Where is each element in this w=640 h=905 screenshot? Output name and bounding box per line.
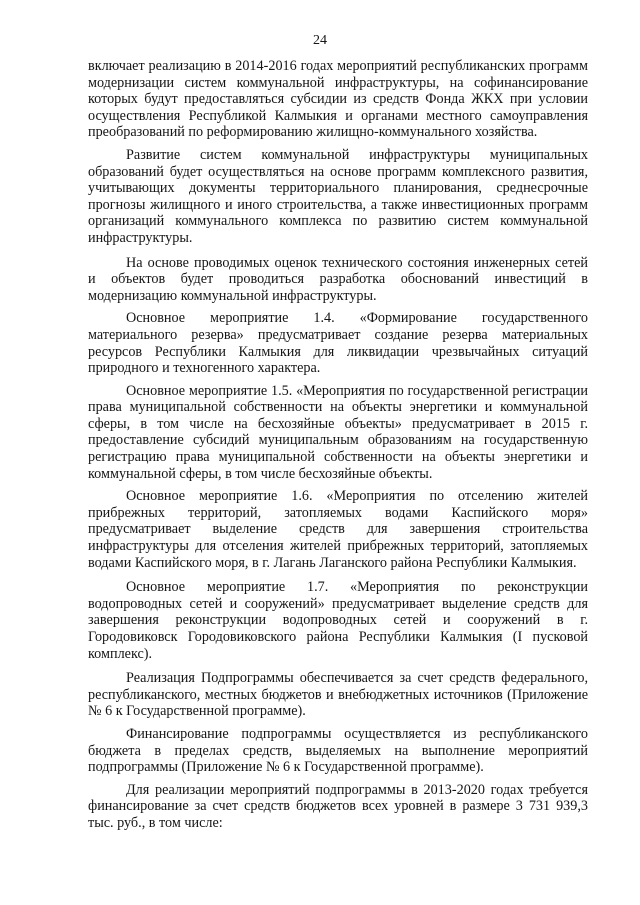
paragraph: Финансирование подпрограммы осуществляется из республиканского бюджета в пределах средств, выделяемых на выполнение мероприятий подпрограммы (Приложение № 6 к Государственной программе). bbox=[88, 725, 588, 776]
paragraph: Основное мероприятие 1.5. «Мероприятия по государственной регистрации права муниципальной собственности на объекты энергетики и коммунальной сферы, в том числе на бесхозяйные объекты» предусматривает в 2015 г. предоставление субсидий муниципальным образованиям на государственную регистрацию права муниципальной собственности на объекты энергетики и коммунальной сферы, в том числе бесхозяйные объекты. bbox=[88, 382, 588, 482]
page-number: 24 bbox=[313, 33, 327, 48]
document-body bbox=[88, 58, 588, 838]
paragraph: Основное мероприятие 1.4. «Формирование государственного материального резерва» предусматривает создание резерва материальных ресурсов Республики Калмыкия для ликвидации чрезвычайных ситуаций природного и техногенного характера. bbox=[88, 310, 588, 377]
paragraph: Основное мероприятие 1.6. «Мероприятия по отселению жителей прибрежных территорий, затопляемых водами Каспийского моря» предусматривает выделение средств для завершения строительства инфраструктуры для отселения жителей прибрежных территорий, затопляемых водами Каспийского моря, в г. Лагань Лаганского района Республики Калмыкия. bbox=[88, 488, 588, 571]
paragraph: Основное мероприятие 1.7. «Мероприятия по реконструкции водопроводных сетей и сооружений» предусматривает выделение средств для завершения реконструкции водопроводных сетей и сооружений в г. Городовиковск Городовиковского района Республики Калмыкия (I пусковой комплекс). bbox=[88, 579, 588, 662]
paragraph: включает реализацию в 2014-2016 годах мероприятий республиканских программ модернизации систем коммунальной инфраструктуры, на софинансирование которых будут предоставляться субсидии из средств Фонда ЖКХ при условии осуществления Республикой Калмыкия и органами местного самоуправления преобразований по реформированию жилищно-коммунального хозяйства. bbox=[88, 58, 588, 141]
paragraph: Для реализации мероприятий подпрограммы в 2013-2020 годах требуется финансирование за счет средств бюджетов всех уровней в размере 3 731 939,3 тыс. руб., в том числе: bbox=[88, 781, 588, 831]
paragraph: Развитие систем коммунальной инфраструктуры муниципальных образований будет осуществляться на основе программ комплексного развития, учитывающих документы территориального планирования, среднесрочные прогнозы жилищного и иного строительства, а также инвестиционных программ организаций коммунального комплекса по развитию систем коммунальной инфраструктуры. bbox=[88, 146, 588, 246]
paragraph: На основе проводимых оценок технического состояния инженерных сетей и объектов будет проводиться разработка обоснований инвестиций в модернизацию коммунальной инфраструктуры. bbox=[88, 254, 588, 304]
paragraph: Реализация Подпрограммы обеспечивается за счет средств федерального, республиканского, местных бюджетов и внебюджетных источников (Приложение № 6 к Государственной программе). bbox=[88, 670, 588, 720]
